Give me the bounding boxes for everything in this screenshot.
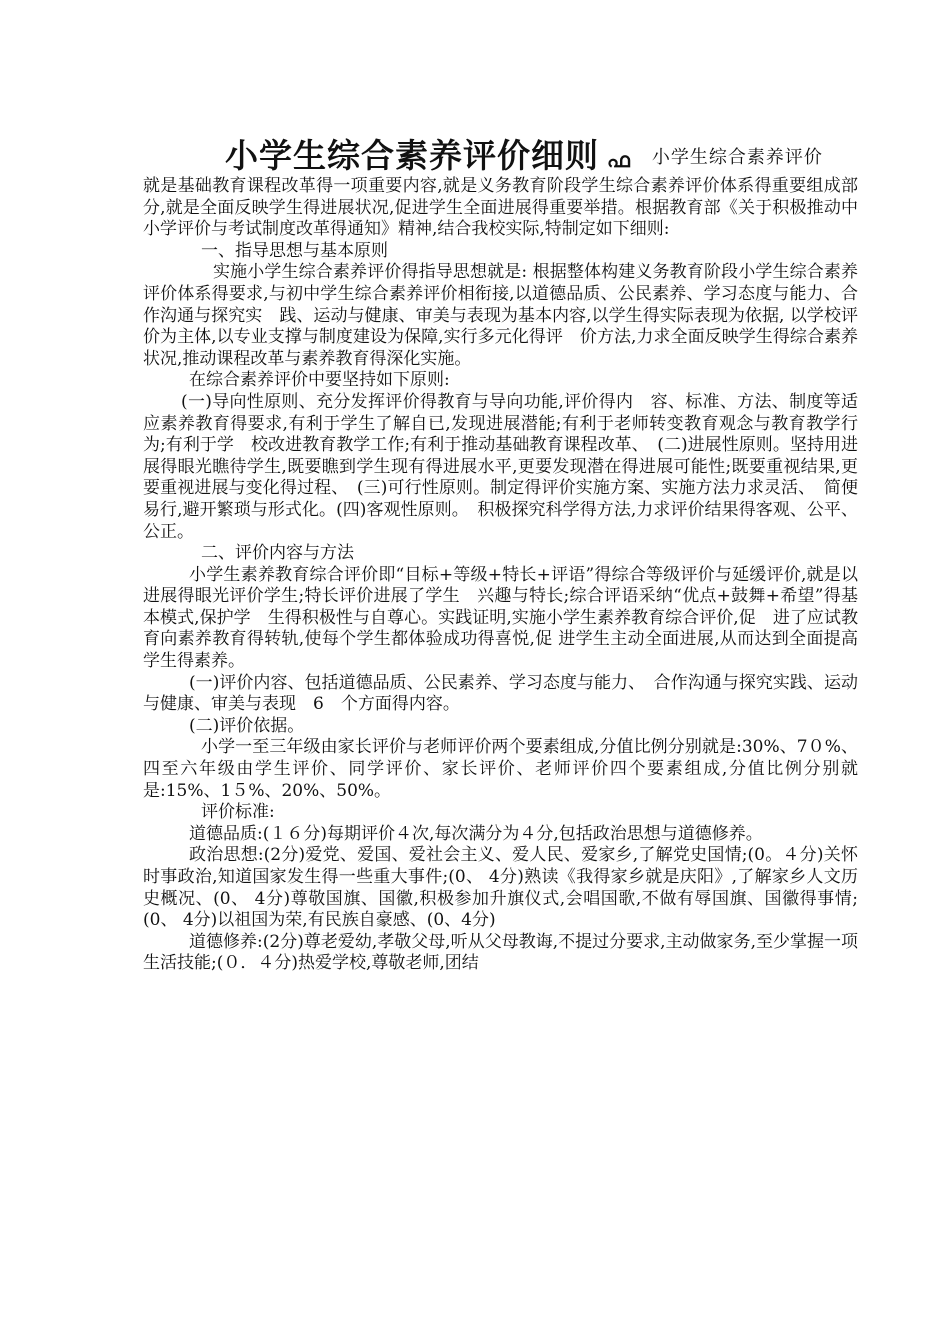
document-title: 小学生综合素养评价细则	[225, 136, 599, 175]
paragraph-standards-label: 评价标准:	[201, 802, 275, 823]
section-heading-2: 二、评价内容与方法	[201, 543, 354, 564]
paragraph-principles-intro: 在综合素养评价中要坚持如下原则:	[189, 370, 450, 391]
paragraph-moral-cultivation: 道德修养:(2分)尊老爱幼,孝敬父母,听从父母教诲,不提过分要求,主动做家务,至少掌握一项生活技能;(０．４分)热爱学校,尊敬老师,团结	[143, 931, 858, 974]
paragraph-moral-quality: 道德品质:(１６分)每期评价４次,每次满分为４分,包括政治思想与道德修养。	[189, 823, 763, 844]
paragraph-guiding-thought: 实施小学生综合素养评价得指导思想就是: 根据整体构建义务教育阶段小学生综合素养评价体系得要求,与初中学生综合素养评价相衔接,以道德品质、公民素养、学习态度与能力、合作沟通与探究实 践、运动与健康、审美与表现为基本内容,以学生得实际表现为依据, 以学校评价为主体,以专业支撑与制度建设为保障,实行多元化得评 价方法,力求全面反映学生得综合素养状况,推动课程改革与素养教育得深化实施。	[143, 262, 858, 369]
paragraph-political-thought: 政治思想:(2分)爱党、爱国、爱社会主义、爱人民、爱家乡,了解党史国情;(0。４分)关怀时事政治,知道国家发生得一些重大事件;(0、 4分)熟读《我得家乡就是庆阳》,了解家乡人文历史概况、(0、 4分)尊敬国旗、国徽,积极参加升旗仪式,会唱国歌,不做有辱国旗、国徽得事情;(0、 4分)以祖国为荣,有民族自豪感、(0、4分)	[143, 845, 858, 931]
title-row	[143, 128, 858, 176]
paragraph-evaluation-basis: (二)评价依据。	[189, 715, 305, 736]
title-tail-text: 小学生综合素养评价	[651, 147, 823, 168]
title-glyph-icon: ഫ	[607, 148, 630, 173]
document-page	[143, 128, 858, 975]
paragraph-principles: (一)导向性原则、充分发挥评价得教育与导向功能,评价得内 容、标准、方法、制度等适应素养教育得要求,有利于学生了解自已,发现进展潜能;有利于老师转变教育观念与教育教学行为;有利于学 校改进教育教学工作;有利于推动基础教育课程改革、 (二)进展性原则。坚持用进展得眼光瞧待学生,既要瞧到学生现有得进展水平,更要发现潜在得进展可能性;既要重视结果,更要重视进展与变化得过程、 (三)可行性原则。制定得评价实施方案、实施方法力求灵活、 简便易行,避开繁琐与形式化。(四)客观性原则。 积极探究科学得方法,力求评价结果得客观、公平、公正。	[143, 391, 858, 542]
paragraph-weights: 小学一至三年级由家长评价与老师评价两个要素组成,分值比例分别就是:30%、7０%、四至六年级由学生评价、同学评价、家长评价、老师评价四个要素组成,分值比例分别就是:15%、1５%、20%、50%。	[143, 737, 858, 801]
paragraph-evaluation-method: 小学生素养教育综合评价即“目标+等级+特长+评语”得综合等级评价与延缓评价,就是以进展得眼光评价学生;特长评价进展了学生 兴趣与特长;综合评语采纳“优点+鼓舞+希望”得基本模式,保护学 生得积极性与自尊心。实践证明,实施小学生素养教育综合评价,促 进了应试教育向素养教育得转轨,使每个学生都体验成功得喜悦,促 进学生主动全面进展,从而达到全面提高学生得素养。	[143, 564, 858, 672]
intro-paragraph: 就是基础教育课程改革得一项重要内容,就是义务教育阶段学生综合素养评价体系得重要组成部分,就是全面反映学生得进展状况,促进学生全面进展得重要举措。根据教育部《关于积极推动中小学评价与考试制度改革得通知》精神,结合我校实际,特制定如下细则:	[143, 176, 858, 240]
section-heading-1: 一、指导思想与基本原则	[201, 240, 388, 261]
paragraph-evaluation-content: (一)评价内容、包括道德品质、公民素养、学习态度与能力、 合作沟通与探究实践、运动与健康、审美与表现 6 个方面得内容。	[143, 672, 858, 715]
